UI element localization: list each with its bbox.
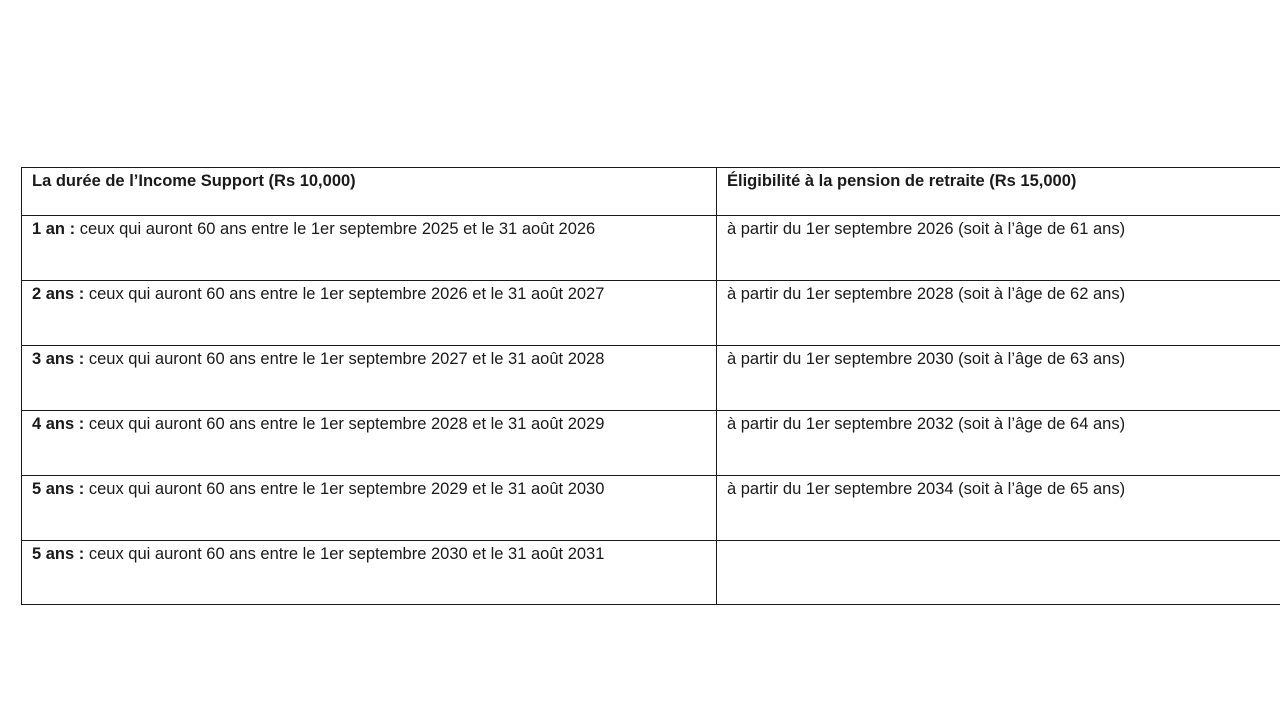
income-support-cell (22, 216, 717, 281)
age-period-text: ceux qui auront 60 ans entre le 1er septembre 2029 et le 31 août 2030 (84, 480, 605, 498)
eligibility-cell: à partir du 1er septembre 2032 (soit à l’âge de 64 ans) (717, 411, 1280, 476)
header-income-support: La durée de l’Income Support (Rs 10,000) (22, 168, 717, 216)
table-row (22, 281, 1280, 346)
eligibility-cell: à partir du 1er septembre 2028 (soit à l’âge de 62 ans) (717, 281, 1280, 346)
eligibility-cell: à partir du 1er septembre 2026 (soit à l’âge de 61 ans) (717, 216, 1280, 281)
eligibility-cell (717, 541, 1280, 605)
table-header-row (22, 168, 1280, 216)
duration-label: 5 ans : (32, 545, 85, 563)
pension-table (21, 167, 1280, 605)
income-support-cell (22, 541, 717, 605)
income-support-cell (22, 411, 717, 476)
duration-label: 5 ans : (32, 480, 85, 498)
age-period-text: ceux qui auront 60 ans entre le 1er septembre 2026 et le 31 août 2027 (84, 285, 605, 303)
age-period-text: ceux qui auront 60 ans entre le 1er septembre 2028 et le 31 août 2029 (84, 415, 605, 433)
header-pension-eligibility: Éligibilité à la pension de retraite (Rs 15,000) (717, 168, 1280, 216)
age-period-text: ceux qui auront 60 ans entre le 1er septembre 2025 et le 31 août 2026 (75, 220, 596, 238)
table-row (22, 541, 1280, 605)
income-support-cell (22, 281, 717, 346)
eligibility-cell: à partir du 1er septembre 2030 (soit à l’âge de 63 ans) (717, 346, 1280, 411)
duration-label: 2 ans : (32, 285, 85, 303)
table-row (22, 476, 1280, 541)
eligibility-cell: à partir du 1er septembre 2034 (soit à l’âge de 65 ans) (717, 476, 1280, 541)
table-row (22, 346, 1280, 411)
table-row (22, 411, 1280, 476)
income-support-cell (22, 476, 717, 541)
table-row (22, 216, 1280, 281)
age-period-text: ceux qui auront 60 ans entre le 1er septembre 2027 et le 31 août 2028 (84, 350, 605, 368)
duration-label: 3 ans : (32, 350, 85, 368)
duration-label: 1 an : (32, 220, 76, 238)
age-period-text: ceux qui auront 60 ans entre le 1er septembre 2030 et le 31 août 2031 (84, 545, 605, 563)
income-support-cell (22, 346, 717, 411)
duration-label: 4 ans : (32, 415, 85, 433)
